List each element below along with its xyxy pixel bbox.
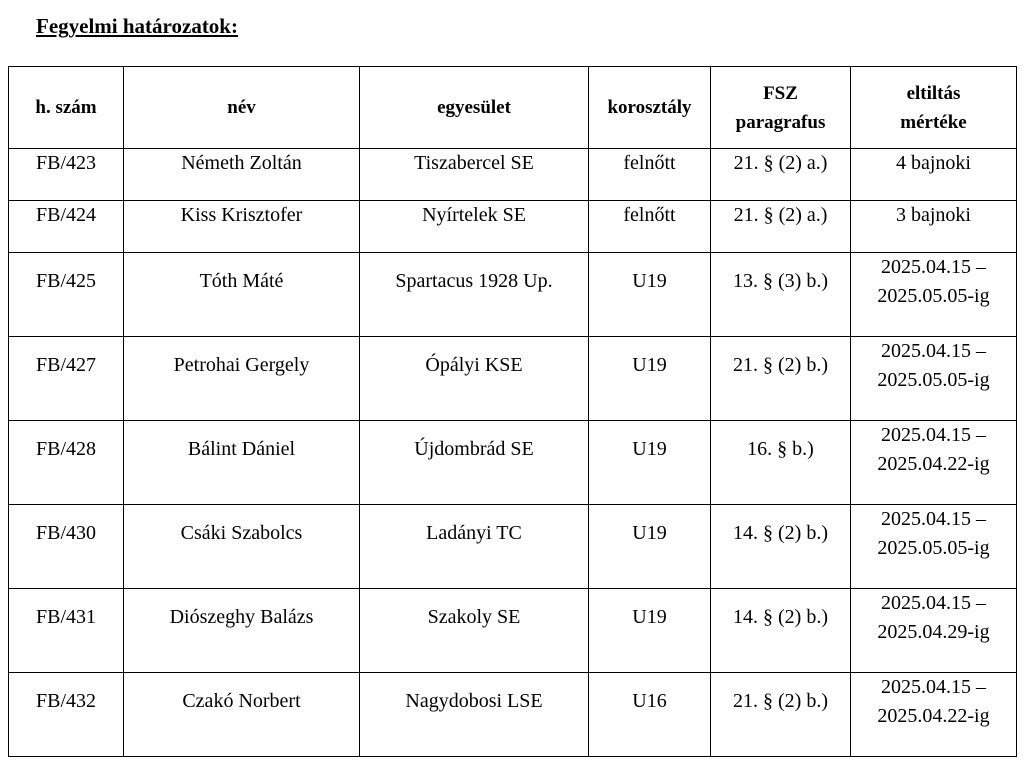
cell-paragraph: 16. § b.) [711,421,851,505]
cell-name: Németh Zoltán [124,149,360,201]
ban-line2: 2025.05.05-ig [877,369,990,391]
cell-age-group: U19 [589,589,711,673]
ban-line2: 2025.05.05-ig [877,537,990,559]
cell-case-no: FB/425 [9,253,124,337]
header-case-no: h. szám [9,67,124,149]
cell-club: Ladányi TC [360,505,589,589]
cell-age-group: U19 [589,253,711,337]
cell-ban [851,589,1017,673]
cell-age-group: U19 [589,337,711,421]
ban-line1: 3 bajnoki [896,204,971,226]
header-ban-line1: eltiltás [906,82,961,104]
cell-ban [851,673,1017,757]
cell-paragraph: 21. § (2) a.) [711,201,851,253]
ban-line1: 4 bajnoki [896,152,971,174]
table-row [9,337,1017,421]
cell-case-no: FB/423 [9,149,124,201]
cell-name: Petrohai Gergely [124,337,360,421]
table-row [9,673,1017,757]
table-row [9,505,1017,589]
table-row [9,149,1017,201]
cell-case-no: FB/431 [9,589,124,673]
table-row [9,201,1017,253]
cell-name: Csáki Szabolcs [124,505,360,589]
document-title: Fegyelmi határozatok: [36,14,238,38]
ban-line1: 2025.04.15 – [881,340,986,362]
cell-ban [851,201,1017,253]
ban-line2: 2025.04.29-ig [877,621,990,643]
cell-club: Spartacus 1928 Up. [360,253,589,337]
cell-case-no: FB/428 [9,421,124,505]
cell-club: Nagydobosi LSE [360,673,589,757]
cell-age-group: U19 [589,421,711,505]
cell-name: Bálint Dániel [124,421,360,505]
cell-case-no: FB/424 [9,201,124,253]
cell-paragraph: 21. § (2) b.) [711,337,851,421]
header-fsz-paragraph [711,67,851,149]
header-club: egyesület [360,67,589,149]
cell-ban [851,421,1017,505]
cell-ban [851,337,1017,421]
header-row [9,67,1017,149]
ban-line2: 2025.04.22-ig [877,705,990,727]
ban-line1: 2025.04.15 – [881,508,986,530]
ban-line2: 2025.04.22-ig [877,453,990,475]
table-body [9,149,1017,757]
header-ban-extent [851,67,1017,149]
cell-name: Czakó Norbert [124,673,360,757]
header-name: név [124,67,360,149]
table-row [9,421,1017,505]
cell-name: Kiss Krisztofer [124,201,360,253]
cell-paragraph: 13. § (3) b.) [711,253,851,337]
cell-club: Újdombrád SE [360,421,589,505]
ban-line1: 2025.04.15 – [881,424,986,446]
cell-ban [851,149,1017,201]
cell-case-no: FB/430 [9,505,124,589]
cell-ban [851,253,1017,337]
table-header [9,67,1017,149]
cell-name: Tóth Máté [124,253,360,337]
cell-club: Szakoly SE [360,589,589,673]
cell-age-group: U19 [589,505,711,589]
header-fsz-line1: FSZ [763,82,798,104]
cell-ban [851,505,1017,589]
ban-line2: 2025.05.05-ig [877,285,990,307]
cell-paragraph: 21. § (2) a.) [711,149,851,201]
cell-case-no: FB/432 [9,673,124,757]
disciplinary-decisions-table [8,66,1017,757]
header-ban-line2: mértéke [900,111,967,133]
cell-name: Diószeghy Balázs [124,589,360,673]
ban-line1: 2025.04.15 – [881,676,986,698]
cell-age-group: felnőtt [589,149,711,201]
cell-case-no: FB/427 [9,337,124,421]
cell-age-group: felnőtt [589,201,711,253]
table-row [9,589,1017,673]
header-fsz-line2: paragrafus [735,111,826,133]
cell-age-group: U16 [589,673,711,757]
cell-club: Nyírtelek SE [360,201,589,253]
cell-paragraph: 14. § (2) b.) [711,589,851,673]
cell-club: Ópályi KSE [360,337,589,421]
cell-paragraph: 21. § (2) b.) [711,673,851,757]
cell-paragraph: 14. § (2) b.) [711,505,851,589]
ban-line1: 2025.04.15 – [881,592,986,614]
cell-club: Tiszabercel SE [360,149,589,201]
table-row [9,253,1017,337]
ban-line1: 2025.04.15 – [881,256,986,278]
header-age-group: korosztály [589,67,711,149]
